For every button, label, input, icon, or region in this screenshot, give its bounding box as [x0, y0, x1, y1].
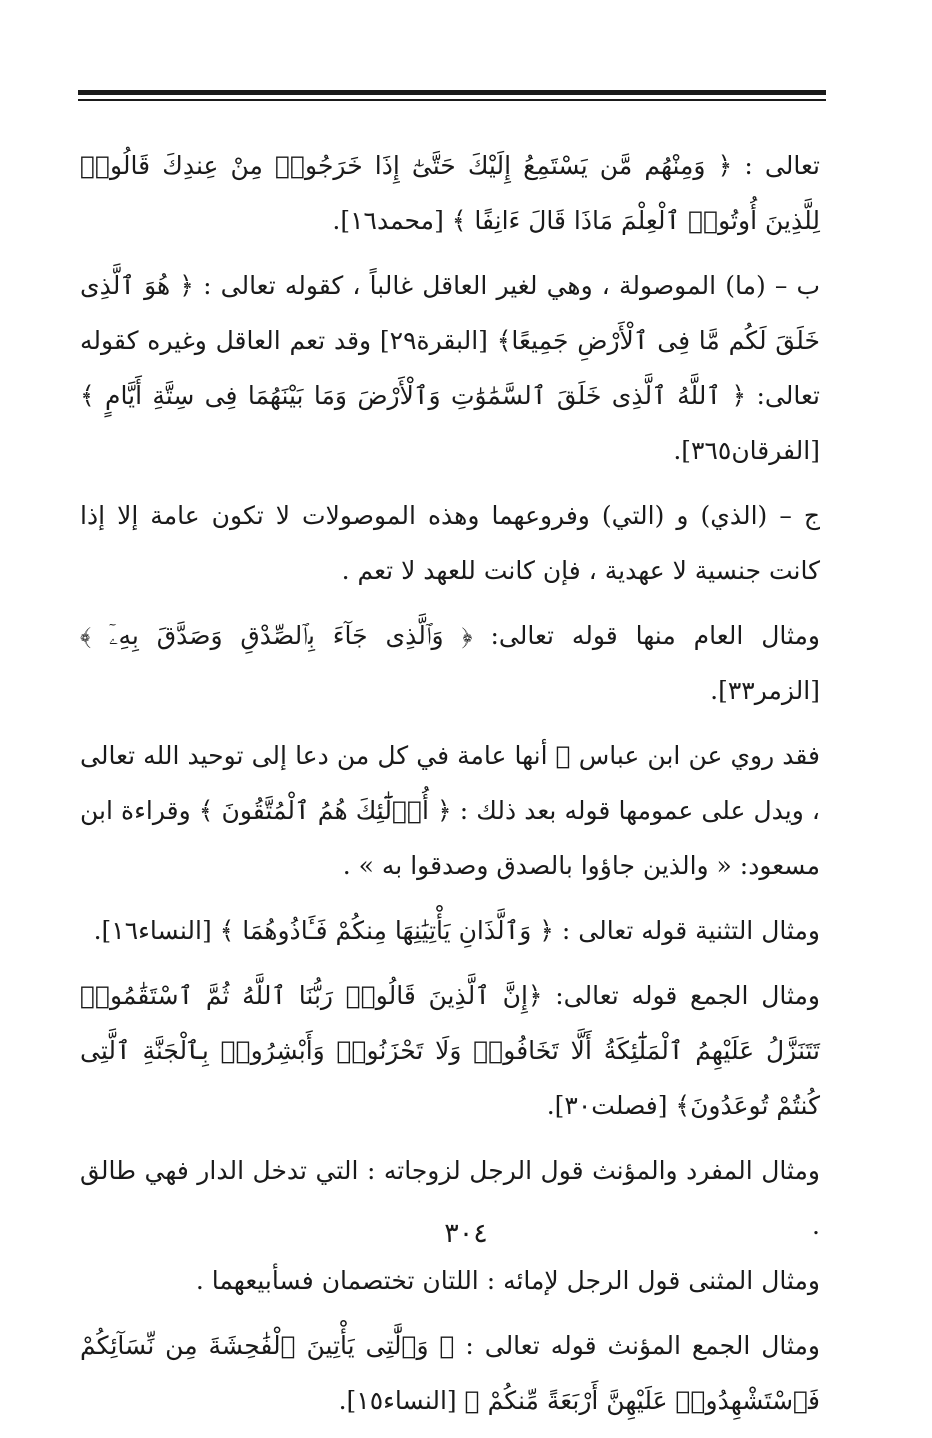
paragraph-plural-example: ومثال الجمع قوله تعالى: ﴿إِنَّ ٱلَّذِينَ قَالُوا۟ رَبُّنَا ٱللَّهُ ثُمَّ ٱسْتَقَٰمُوا۟ تَتَنَزَّلُ عَلَيْهِمُ ٱلْمَلَٰٓئِكَةُ أَلَّا تَخَافُوا۟ وَلَا تَحْزَنُوا۟ وَأَبْشِرُوا۟ بِٱلْجَنَّةِ ٱلَّتِى كُنتُمْ تُوعَدُونَ﴾ [فصلت٣٠]. — [80, 981, 820, 1120]
paragraph-dual-feminine: ومثال المثنى قول الرجل لإمائه : اللتان تختصمان فسأبيعهما . — [195, 1266, 820, 1295]
paragraph-quran-muhammad: تعالى : ﴿ وَمِنْهُم مَّن يَسْتَمِعُ إِلَيْكَ حَتَّىٰٓ إِذَا خَرَجُوا۟ مِنْ عِندِكَ قَالُوا۟ لِلَّذِينَ أُوتُوا۟ ٱلْعِلْمَ مَاذَا قَالَ ءَانِفًا ﴾ [محمد١٦]. — [80, 151, 820, 235]
paragraph-singular-feminine: ومثال المفرد والمؤنث قول الرجل لزوجاته : التي تدخل الدار فهي طالق . — [80, 1156, 820, 1240]
paragraph-ma-mawsula: ب – (ما) الموصولة ، وهي لغير العاقل غالباً ، كقوله تعالى : ﴿ هُوَ ٱلَّذِى خَلَقَ لَكُم مَّا فِى ٱلْأَرْضِ جَمِيعًا﴾ [البقرة٢٩] وقد تعم العاقل وغيره كقوله تعالى: ﴿ ٱللَّهُ ٱلَّذِى خَلَقَ ٱلسَّمَٰوَٰتِ وَٱلْأَرْضَ وَمَا بَيْنَهُمَا فِى سِتَّةِ أَيَّامٍ ﴾ [الفرقان٣٦٥]. — [80, 271, 821, 465]
page-number: ٣٠٤ — [444, 1218, 488, 1249]
paragraph-plural-feminine: ومثال الجمع المؤنث قوله تعالى : ﴿ وَٱلَّٰتِى يَأْتِينَ ٱلْفَٰحِشَةَ مِن نِّسَآئِكُمْ فَٱسْتَشْهِدُوا۟ عَلَيْهِنَّ أَرْبَعَةً مِّنكُمْ ﴾ [النساء١٥]. — [80, 1331, 820, 1415]
paragraph-ibn-abbas: فقد روي عن ابن عباس ﷺ أنها عامة في كل من دعا إلى توحيد الله تعالى ، ويدل على عمومها قوله بعد ذلك : ﴿ أُو۟لَٰٓئِكَ هُمُ ٱلْمُتَّقُونَ ﴾ وقراءة ابن مسعود: « والذين جاؤوا بالصدق وصدقوا به » . — [80, 741, 820, 880]
paragraph-alladhi-allati: ج – (الذي) و (التي) وفروعهما وهذه الموصولات لا تكون عامة إلا إذا كانت جنسية لا عهدية ، فإن كانت للعهد لا تعم . — [80, 501, 820, 585]
paragraph-general-example: ومثال العام منها قوله تعالى: ﴿ وَٱلَّذِى جَآءَ بِٱلصِّدْقِ وَصَدَّقَ بِهِۦٓ ﴾ [الزمر٣٣]. — [80, 621, 820, 705]
paragraph-dual-example: ومثال التثنية قوله تعالى : ﴿ وَٱلَّذَانِ يَأْتِيَٰنِهَا مِنكُمْ فَـَٔاذُوهُمَا ﴾ [النساء١٦]. — [93, 916, 820, 945]
header-rule-thick — [78, 90, 826, 95]
header-rule-thin — [78, 99, 826, 101]
